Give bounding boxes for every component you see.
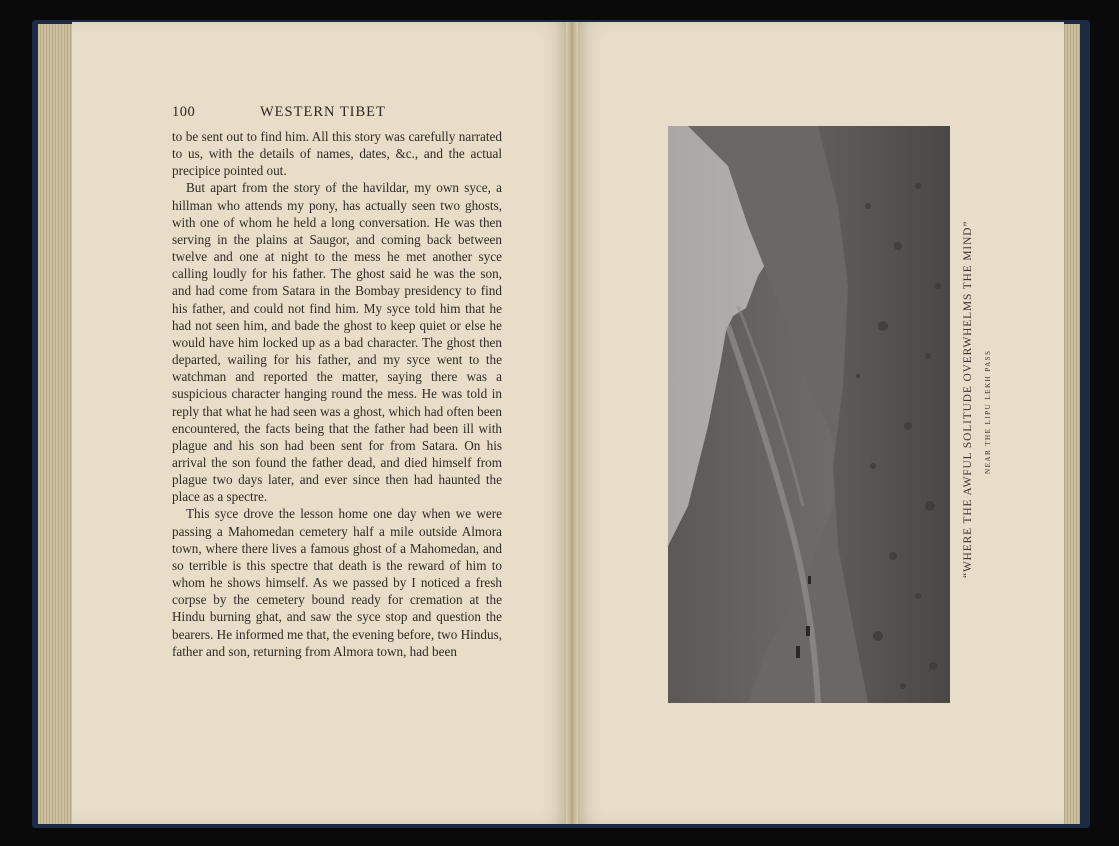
paragraph: But apart from the story of the havildar, my own syce, a hillman who attends my pony, has actually seen two ghosts, with one of whom he held a long conversation. He was then serving in the plains at Saugor, and coming back between twelve and one at night to the mess he met another syce calling loudly for his father. The ghost said he was the son, and had come from Satara in the Bombay presidency to find his father, and could not find him. My syce told him that he had not seen him, and bade the ghost to keep quiet or else he would have him locked up as a bad character. The ghost then departed, wailing for his father, and my syce went to the watchman and reported the matter, saying there was a suspicious character hanging round the mess. He was told in reply that what he had seen was a ghost, which had often been encountered, the facts being that the father had been ill with plague and his son had been sent for from Satara. On his arrival the son found the father dead, and died himself from plague two days later, and ever since then had haunted the place as a spectre. xyxy=(172,180,502,505)
paragraph: This syce drove the lesson home one day when we were passing a Mahomedan cemetery half a mile outside Almora town, where there lives a famous ghost of a Mahomedan, and so terrible is this spectre that death is the reward of him to whom he shows himself. As we passed by I noticed a fresh corpse by the cemetery bound ready for cremation at the Hindu burning ghat, and saw the syce stop and question the bearers. He informed me that, the evening before, two Hindus, father and son, returning from Almora town, had been xyxy=(172,506,502,659)
paragraph: to be sent out to find him. All this story was carefully narrated to us, with the details of names, dates, &c., and the actual precipice pointed out. xyxy=(172,129,502,179)
plate-subcaption: NEAR THE LIPU LEKH PASS xyxy=(984,349,992,474)
plate-caption-block xyxy=(960,126,1002,703)
page-edges-right xyxy=(1062,24,1080,824)
body-text xyxy=(172,128,502,660)
mountain-valley-photograph xyxy=(668,126,950,703)
running-title: WESTERN TIBET xyxy=(260,104,386,120)
photo-plate-image xyxy=(668,126,950,703)
book-gutter xyxy=(566,22,578,824)
page-number: 100 xyxy=(172,104,196,120)
plate-caption: “WHERE THE AWFUL SOLITUDE OVERWHELMS THE MIND” xyxy=(962,220,974,578)
